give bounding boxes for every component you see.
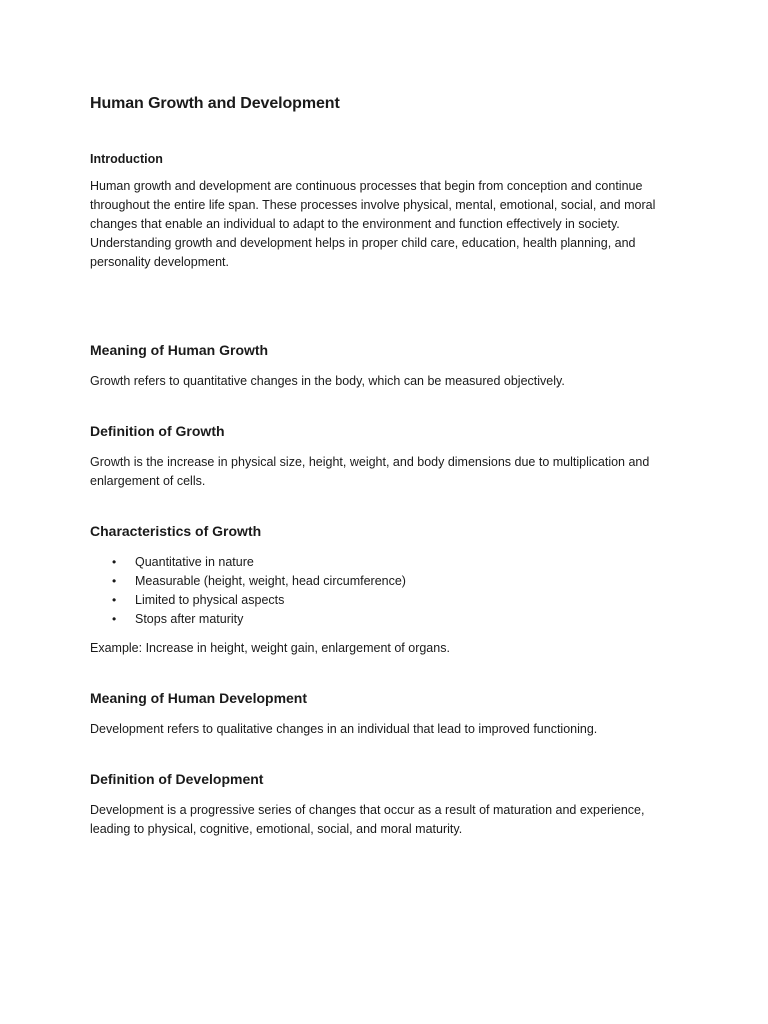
introduction-paragraph: Human growth and development are continuous processes that begin from conception and continue throughout the entire life span. These processes involve physical, mental, emotional, social, and moral changes that enable an individual to adapt to the environment and function effectively in society. Understanding growth and development helps in proper child care, education, health planning, and personality development. (90, 179, 656, 269)
list-item-text: Limited to physical aspects (135, 593, 285, 607)
list-item-text: Measurable (height, weight, head circumference) (135, 574, 406, 588)
definition-development-heading: Definition of Development (90, 771, 264, 787)
bullet-icon: • (112, 555, 117, 569)
definition-development-paragraph: Development is a progressive series of changes that occur as a result of maturation and experience, leading to physical, cognitive, emotional, social, and moral maturity. (90, 803, 645, 836)
document-body (90, 94, 680, 839)
definition-growth-heading: Definition of Growth (90, 423, 225, 439)
meaning-growth-paragraph: Growth refers to quantitative changes in the body, which can be measured objectively. (90, 374, 565, 388)
growth-example-paragraph: Example: Increase in height, weight gain, enlargement of organs. (90, 641, 450, 655)
list-item (90, 572, 680, 591)
definition-growth-paragraph: Growth is the increase in physical size, height, weight, and body dimensions due to multiplication and enlargement of cells. (90, 455, 650, 488)
introduction-heading: Introduction (90, 152, 163, 166)
list-item-text: Stops after maturity (135, 612, 244, 626)
bullet-icon: • (112, 574, 117, 588)
bullet-icon: • (112, 612, 117, 626)
bullet-icon: • (112, 593, 117, 607)
list-item (90, 610, 680, 629)
meaning-growth-heading: Meaning of Human Growth (90, 342, 269, 358)
meaning-development-heading: Meaning of Human Development (90, 690, 308, 706)
characteristics-growth-heading: Characteristics of Growth (90, 523, 262, 539)
meaning-development-paragraph: Development refers to qualitative changes in an individual that lead to improved functioning. (90, 722, 598, 736)
list-item (90, 591, 680, 610)
list-item-text: Quantitative in nature (135, 555, 254, 569)
list-item (90, 553, 680, 572)
document-title: Human Growth and Development (90, 95, 340, 112)
characteristics-list (90, 553, 680, 629)
